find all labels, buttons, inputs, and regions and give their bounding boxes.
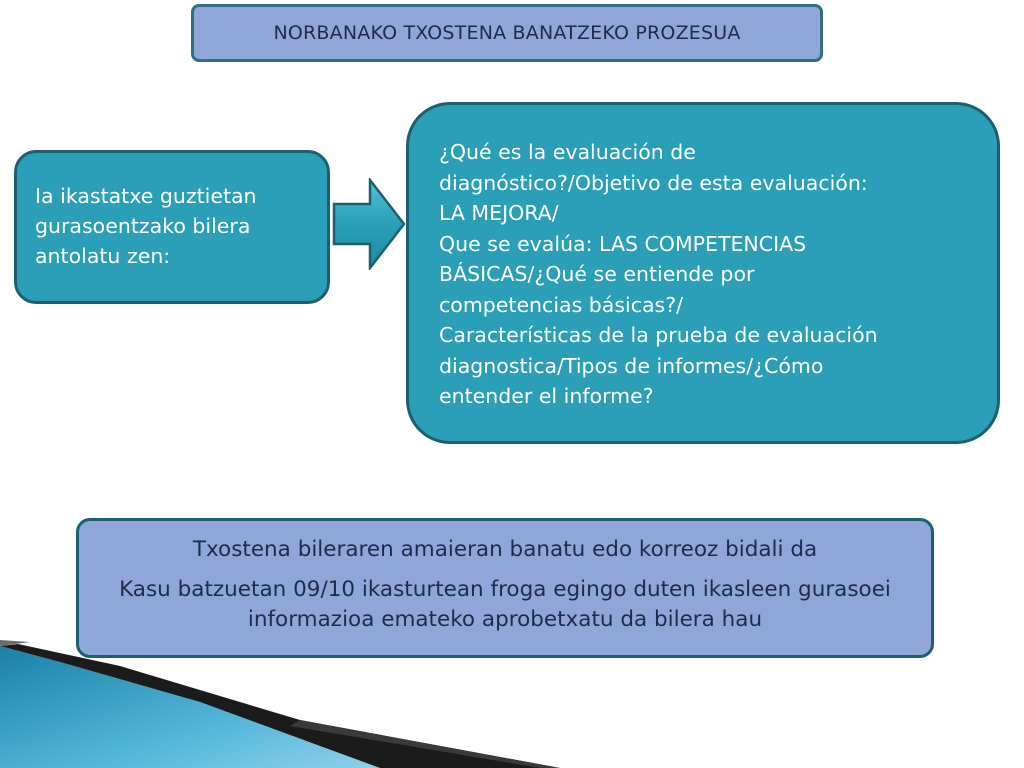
right-box-line: diagnóstico?/Objetivo de esta evaluación:	[439, 170, 868, 195]
right-box	[406, 102, 1000, 444]
left-box	[14, 150, 330, 304]
left-box-line: gurasoentzako bilera	[35, 214, 251, 238]
bottom-box-line: Kasu batzuetan 09/10 ikasturtean froga egingo duten ikasleen gurasoei informazioa emateko aprobetxatu da bilera hau	[119, 577, 891, 632]
right-arrow-icon	[332, 178, 406, 270]
page-title-text: NORBANAKO TXOSTENA BANATZEKO PROZESUA	[273, 22, 741, 44]
right-box-line: Características de la prueba de evaluación	[439, 323, 878, 347]
right-box-line: LA MEJORA/	[439, 201, 559, 225]
right-box-line: ¿Qué es la evaluación de	[439, 140, 696, 164]
left-box-line: Ia ikastatxe guztietan	[35, 184, 257, 208]
right-box-line: competencias básicas?/	[439, 292, 684, 317]
corner-swoosh-decoration	[0, 640, 1024, 768]
right-box-line: Que se evalúa: LAS COMPETENCIAS	[439, 231, 807, 256]
right-box-line: diagnostica/Tipos de informes/¿Cómo	[439, 353, 824, 378]
bottom-box-line: Txostena bileraren amaieran banatu edo korreoz bidali da	[192, 537, 818, 562]
left-box-line: antolatu zen:	[35, 244, 171, 268]
right-box-line: BÁSICAS/¿Qué se entiende por	[439, 262, 755, 286]
right-box-line: entender el informe?	[439, 384, 654, 408]
page-title	[191, 4, 823, 62]
bottom-box	[76, 518, 934, 658]
